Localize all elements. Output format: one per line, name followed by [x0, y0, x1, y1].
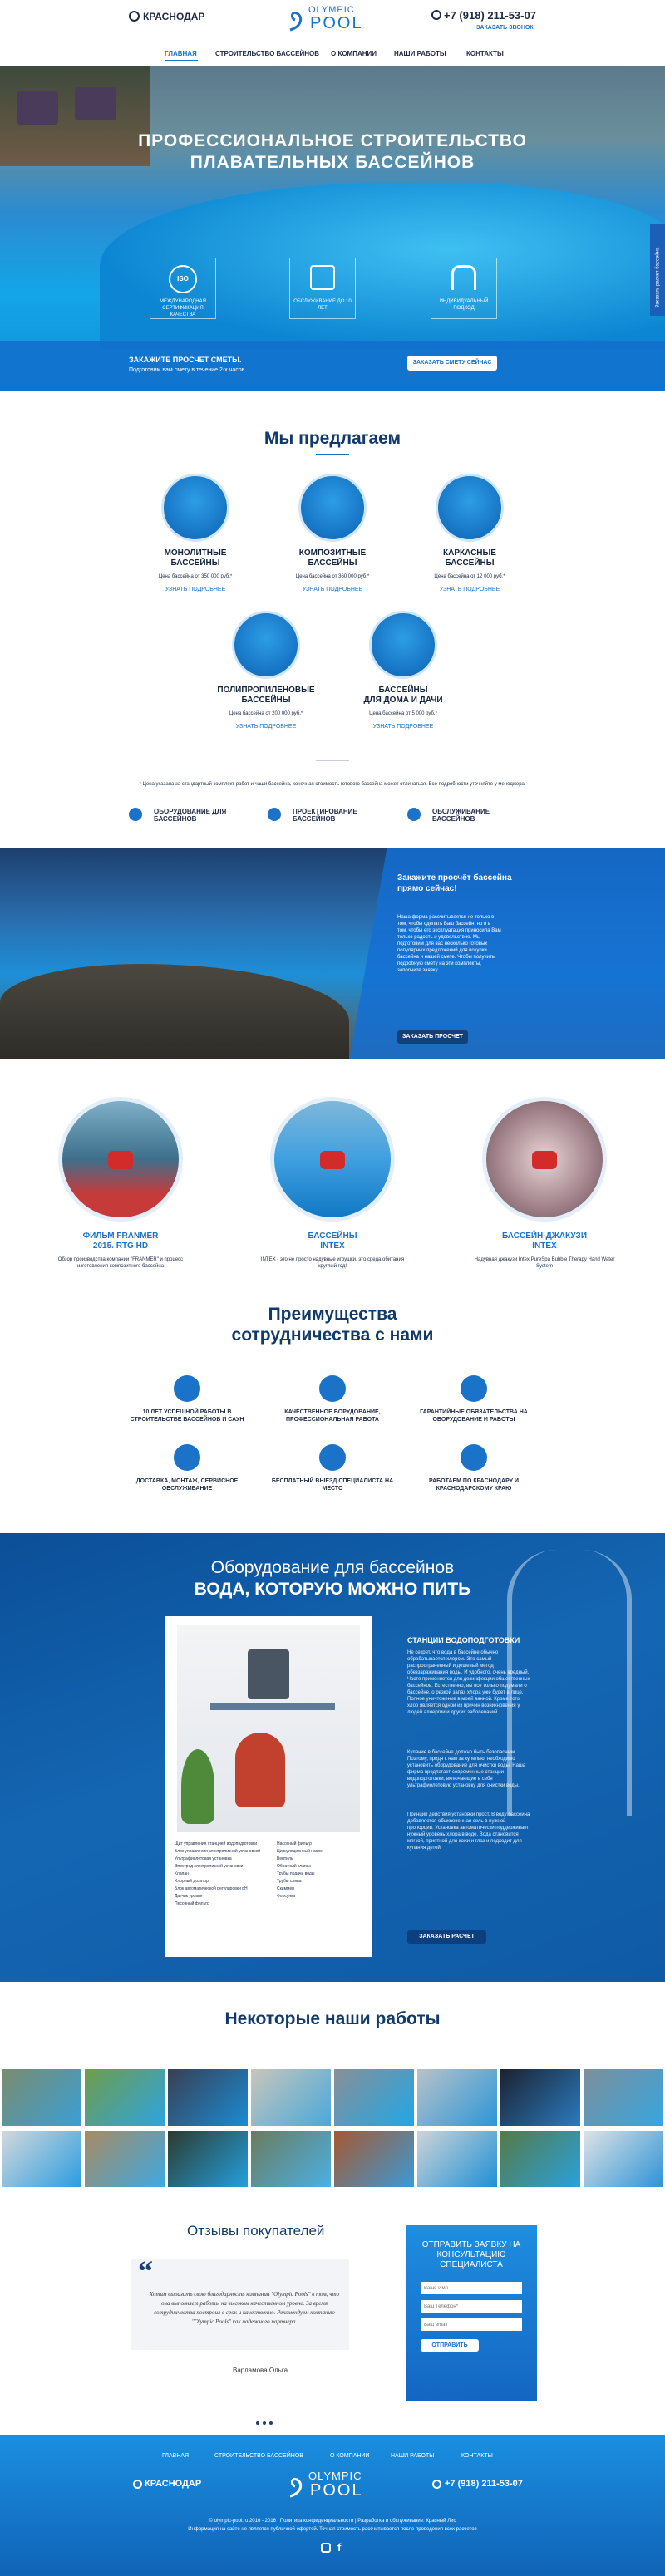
work-thumbnail[interactable]	[2, 2131, 81, 2187]
legend-item: Датчик уровня	[175, 1894, 203, 1899]
work-thumbnail[interactable]	[417, 2069, 497, 2126]
play-icon[interactable]	[320, 1151, 345, 1169]
advantage-item	[270, 1444, 395, 1492]
legend-item: Щит управления станцией водоподготовки	[175, 1841, 258, 1846]
name-input[interactable]	[421, 2282, 522, 2294]
form-submit-button[interactable]: ОТПРАВИТЬ ЗАЯВКУ	[421, 2339, 479, 2352]
review-quote: Хотим выразить свою благодарность компании "Olympic Pools" в том, что она выполняет работы на высоком качественном уровне. За время сотрудничества построил в срок и качественно. Рекомендуем компанию "Olympic Pools" как надежного партнера.	[149, 2291, 340, 2325]
iso-icon: ISO	[169, 265, 197, 293]
nav-construction[interactable]: СТРОИТЕЛЬСТВО БАССЕЙНОВ	[215, 50, 319, 57]
logo-bottom-text: POOL	[310, 14, 363, 32]
advantage-item	[411, 1375, 536, 1423]
site-header	[0, 0, 665, 66]
map-pin-icon	[461, 1444, 487, 1471]
video-title-2: 2015. RTG HD	[92, 1241, 149, 1251]
video-desc: Обзор производства компании "FRANMER" и процесс изготовления композитного бассейна	[57, 1257, 184, 1269]
control-box	[248, 1649, 289, 1699]
offer-more-link[interactable]: УЗНАТЬ ПОДРОБНЕЕ	[165, 587, 226, 592]
video-desc: Надувная джакузи Intex PureSpa Bubble Therapy Hand Water System	[474, 1257, 615, 1269]
check-label: ПРОЕКТИРОВАНИЕ БАССЕЙНОВ	[293, 808, 357, 823]
offer-title-1: МОНОЛИТНЫЕ	[164, 548, 227, 558]
nav-works[interactable]: НАШИ РАБОТЫ	[394, 50, 446, 57]
delivery-icon	[174, 1444, 200, 1471]
guarantee-icon	[461, 1375, 487, 1402]
form-title: ОТПРАВИТЬ ЗАЯВКУ НА КОНСУЛЬТАЦИЮ СПЕЦИАЛИСТА	[421, 2240, 521, 2269]
legend-item: Циркуляционный насос	[277, 1849, 323, 1854]
offer-title-2: БАССЕЙНЫ	[241, 696, 291, 705]
polypropylene-pool-icon[interactable]	[232, 611, 300, 679]
footer-location-icon	[133, 2480, 142, 2489]
legend-item: Трубы подачи воды	[277, 1871, 315, 1876]
offer-item	[353, 611, 453, 730]
work-thumbnail[interactable]	[168, 2131, 248, 2187]
works-heading: Некоторые наши работы	[224, 2009, 441, 2028]
slider-dot[interactable]	[269, 2421, 273, 2425]
video-desc: INTEX - это не просто надувные игрушки, это среда обитания круглый год!	[260, 1257, 405, 1269]
phone-input[interactable]	[421, 2300, 522, 2313]
work-thumbnail[interactable]	[251, 2131, 331, 2187]
legend-item: Ультрафиолетовая установка	[175, 1856, 232, 1861]
plant	[181, 1749, 214, 1824]
offer-title-2: ДЛЯ ДОМА И ДАЧИ	[363, 696, 443, 705]
equipment-p2: Купание в бассейне должно быть безопасным. Поэтому, придя к нам за купелью, необходимо установить оборудование для очистки воды. Наша фирма предлагает современные станции водоподготовки, включающие в себя ультрафиолетовую установку для очистки воды.	[407, 1750, 526, 1788]
footer-logo-bottom: POOL	[310, 2481, 363, 2500]
advantage-item	[270, 1375, 395, 1423]
video-title-1: ФИЛЬМ FRANMER	[82, 1231, 159, 1241]
home-pool-icon[interactable]	[369, 611, 437, 679]
equipment-section	[0, 1533, 665, 1982]
legend-item: Обратный клапан	[277, 1864, 312, 1869]
works-gallery	[0, 2069, 665, 2194]
hero-section	[0, 66, 665, 391]
email-input[interactable]	[421, 2318, 522, 2331]
nav-about[interactable]: О КОМПАНИИ	[331, 50, 377, 57]
work-thumbnail[interactable]	[168, 2069, 248, 2126]
video-title-1: БАССЕЙНЫ	[308, 1231, 357, 1241]
offers-divider	[316, 760, 349, 761]
header-phone[interactable]: +7 (918) 211-53-07	[444, 9, 536, 22]
nav-active-underline	[165, 60, 198, 61]
nav-contacts[interactable]: КОНТАКТЫ	[466, 50, 504, 57]
cta-subtitle: Подготовим вам смету в течение 2-х часов	[129, 367, 245, 373]
offer-title-2: БАССЕЙНЫ	[170, 558, 220, 568]
offer-more-link[interactable]: УЗНАТЬ ПОДРОБНЕЕ	[439, 587, 500, 592]
check-icon	[407, 808, 421, 821]
advantage-label: ГАРАНТИЙНЫЕ ОБЯЗАТЕЛЬСТВА НА ОБОРУДОВАНИЕ И РАБОТЫ	[420, 1409, 528, 1423]
work-thumbnail[interactable]	[2, 2069, 81, 2126]
legend-item: Скиммер	[277, 1886, 295, 1891]
hero-card-service	[289, 258, 356, 319]
footer-nav-about[interactable]: О КОМПАНИИ	[330, 2453, 370, 2459]
work-thumbnail[interactable]	[334, 2069, 414, 2126]
check-label: ОБСЛУЖИВАНИЕ БАССЕЙНОВ	[432, 808, 490, 823]
footer-nav-home[interactable]: ГЛАВНАЯ	[162, 2453, 190, 2459]
work-thumbnail[interactable]	[251, 2069, 331, 2126]
equipment-heading-2: ВОДА, КОТОРУЮ МОЖНО ПИТЬ	[194, 1580, 471, 1599]
footer-note: Информация на сайте не является публичной офертой. Точная стоимость рассчитывается после проведения всех расчетов	[188, 2527, 477, 2532]
hero-cta-strip	[0, 341, 665, 391]
side-tab-label: Заказать расчет бассейна	[655, 247, 661, 308]
hero-title-1: ПРОФЕССИОНАЛЬНОЕ СТРОИТЕЛЬСТВО	[138, 131, 527, 150]
hero-card-label: ОБСЛУЖИВАНИЕ ДО 10 ЛЕТ	[293, 299, 352, 311]
advantage-label: ДОСТАВКА, МОНТАЖ, СЕРВИСНОЕ ОБСЛУЖИВАНИЕ	[135, 1478, 239, 1492]
offer-item	[216, 611, 316, 730]
nav-home[interactable]: ГЛАВНАЯ	[165, 50, 197, 57]
hero-card-individual	[431, 258, 497, 319]
hero-card-label: ИНДИВИДУАЛЬНЫЙ ПОДХОД	[439, 299, 489, 311]
legend-item: Насосный фильтр	[277, 1841, 312, 1846]
logo[interactable]	[287, 3, 378, 37]
footer-city[interactable]: КРАСНОДАР	[145, 2479, 202, 2489]
hero-card-label: МЕЖДУНАРОДНАЯ СЕРТИФИКАЦИЯ КАЧЕСТВА	[160, 299, 206, 317]
advantage-item	[411, 1444, 536, 1492]
video-title-2: INTEX	[320, 1241, 345, 1251]
advantage-label: РАБОТАЕМ ПО КРАСНОДАРУ И КРАСНОДАРСКОМУ КРАЮ	[429, 1478, 519, 1492]
offers-note: * Цена указана за стандартный комплект работ и чаши бассейна, конечная стоимость готового бассейна может отличаться. Все подробности уточняйте у менеджера.	[139, 782, 526, 787]
phone-icon	[431, 10, 441, 20]
promo-title: Закажите просчёт бассейна прямо сейчас!	[397, 873, 512, 893]
work-thumbnail[interactable]	[85, 2131, 165, 2187]
advantage-label: БЕСПЛАТНЫЙ ВЫЕЗД СПЕЦИАЛИСТА НА МЕСТО	[271, 1478, 394, 1492]
work-thumbnail[interactable]	[417, 2131, 497, 2187]
chair-left	[17, 91, 58, 125]
footer-logo-top: OLYMPIC	[308, 2470, 362, 2482]
offer-item	[287, 474, 378, 592]
review-author: Варламова Ольга	[233, 2367, 288, 2374]
video-item	[46, 1097, 195, 1270]
header-city[interactable]: КРАСНОДАР	[143, 11, 205, 22]
offer-title-2: БАССЕЙНЫ	[308, 558, 357, 568]
frame-pool-icon[interactable]	[436, 474, 504, 542]
equipment-p3: Принцип действия установки прост. В воду бассейна добавляется обыкновенная соль в нужной пропорции. Установка автоматически поддерживает нужный уровень хлора в воде. Вода становится мягкой, приятной для кожи и глаз и подходит для купания детей.	[407, 1812, 530, 1851]
offer-title-1: КАРКАСНЫЕ	[443, 548, 496, 558]
reviews-heading: Отзывы покупателей	[187, 2223, 325, 2239]
work-thumbnail[interactable]	[584, 2131, 663, 2187]
check-icon	[129, 808, 142, 821]
pool-ladder-icon	[451, 265, 476, 290]
advantage-item	[125, 1444, 249, 1492]
quote-icon: “	[138, 2254, 153, 2288]
offer-title-1: ПОЛИПРОПИЛЕНОВЫЕ	[217, 686, 315, 695]
video-title-1: БАССЕЙН-ДЖАКУЗИ	[501, 1231, 588, 1241]
offer-title-1: КОМПОЗИТНЫЕ	[298, 548, 367, 558]
offer-price: Цена бассейна от 12 000 руб.*	[434, 574, 505, 579]
work-thumbnail[interactable]	[500, 2131, 580, 2187]
video-item	[470, 1097, 619, 1270]
offer-price: Цена бассейна от 5 000 руб.*	[369, 711, 437, 716]
offer-more-link[interactable]: УЗНАТЬ ПОДРОБНЕЕ	[372, 724, 434, 730]
offer-more-link[interactable]: УЗНАТЬ ПОДРОБНЕЕ	[302, 587, 363, 592]
legend-left	[175, 1841, 270, 1908]
legend-item: Клапан	[175, 1871, 189, 1876]
review-card	[131, 2254, 349, 2350]
logo-swirl-icon	[287, 2473, 307, 2500]
legend-item: Форсунка	[277, 1894, 296, 1899]
equipment-diagram-card	[165, 1616, 372, 1957]
check-label: ОБОРУДОВАНИЕ ДЛЯ БАССЕЙНОВ	[154, 808, 227, 823]
offer-price: Цена бассейна от 360 000 руб.*	[295, 574, 370, 579]
promo-section	[0, 848, 665, 1059]
play-icon[interactable]	[108, 1151, 133, 1169]
monolithic-pool-icon[interactable]	[161, 474, 229, 542]
offer-price: Цена бассейна от 200 000 руб.*	[229, 711, 303, 716]
footer-phone[interactable]: +7 (918) 211-53-07	[445, 2479, 523, 2489]
quality-icon	[319, 1375, 346, 1402]
instagram-icon[interactable]	[321, 2543, 331, 2553]
station-title: СТАНЦИИ ВОДОПОДГОТОВКИ	[407, 1636, 520, 1644]
chair-right	[75, 87, 116, 120]
footer-nav-works[interactable]: НАШИ РАБОТЫ	[391, 2453, 435, 2459]
legend-item: Электрод электролизной установки	[175, 1864, 244, 1869]
offer-title-2: БАССЕЙНЫ	[445, 558, 495, 568]
composite-pool-icon[interactable]	[298, 474, 367, 542]
callback-link[interactable]: ЗАКАЗАТЬ ЗВОНОК	[476, 25, 534, 31]
offers-heading-underline	[316, 454, 349, 455]
logo-top-text: OLYMPIC	[308, 5, 355, 15]
logo-swirl-icon	[287, 7, 307, 33]
offer-more-link[interactable]: УЗНАТЬ ПОДРОБНЕЕ	[235, 724, 297, 730]
offer-item	[150, 474, 241, 592]
location-icon	[129, 11, 140, 22]
legend-item: Песочный фильтр	[175, 1901, 209, 1906]
equipment-diagram-image	[177, 1625, 360, 1832]
advantages-heading-2: сотрудничества с нами	[231, 1325, 434, 1345]
pipe	[210, 1703, 335, 1710]
site-footer	[0, 2435, 665, 2576]
offers-heading: Мы предлагаем	[264, 429, 401, 448]
work-thumbnail[interactable]	[85, 2069, 165, 2126]
equipment-order-button[interactable]: ЗАКАЗАТЬ РАСЧЕТ	[407, 1930, 486, 1944]
work-thumbnail[interactable]	[500, 2069, 580, 2126]
equipment-p1: Не секрет, что вода в бассейне обычно обрабатывается хлором. Это самый распространенный и дешевый метод обеззараживания воды. И удобного, очень вредный. Часто применяется для дезинфекции общественных бассейнов. Естественно, вы все только подумали о бассейне, о резкой запах хлора уже будет в лице. Полное уничтожение в моей ванной. Кроме того, хлор является одной из причин возникновения у людей аллергии и других заболеваний.	[407, 1650, 530, 1715]
consult-form	[406, 2225, 537, 2401]
legend-item: Блок автоматической регулировки pH	[175, 1886, 248, 1891]
footer-phone-icon	[432, 2480, 441, 2489]
play-icon[interactable]	[532, 1151, 557, 1169]
footer-nav-construction[interactable]: СТРОИТЕЛЬСТВО БАССЕЙНОВ	[214, 2453, 303, 2459]
equipment-heading-1: Оборудование для бассейнов	[210, 1558, 455, 1577]
offer-item	[424, 474, 515, 592]
legend-item: Блок управления электролизной установкой	[175, 1849, 261, 1854]
slider-dot[interactable]	[256, 2421, 259, 2425]
hero-title-2: ПЛАВАТЕЛЬНЫХ БАССЕЙНОВ	[190, 153, 475, 172]
slider-dot[interactable]	[263, 2421, 266, 2425]
advantages-heading-1: Преимущества	[268, 1305, 397, 1324]
wrench-icon	[310, 265, 335, 290]
promo-rocks-image	[0, 964, 349, 1059]
video-item	[258, 1097, 407, 1270]
offer-title-1: БАССЕЙНЫ	[378, 686, 428, 695]
legend-right	[277, 1841, 368, 1900]
advantage-item	[125, 1375, 249, 1423]
footer-copyright: © olympic-pool.ru 2016 - 2016 | Политика конфиденциальности | Разработка и обслуживание: Красный Лис	[209, 2519, 456, 2524]
offer-price: Цена бассейна от 350 000 руб.*	[158, 574, 233, 579]
cta-title: ЗАКАЖИТЕ ПРОСЧЕТ СМЕТЫ.	[129, 356, 242, 364]
hero-card-iso	[150, 258, 216, 319]
filter-tank	[235, 1733, 285, 1807]
work-thumbnail[interactable]	[584, 2069, 663, 2126]
cta-button[interactable]: ЗАКАЗАТЬ СМЕТУ СЕЙЧАС	[407, 356, 497, 371]
advantage-label: 10 ЛЕТ УСПЕШНОЙ РАБОТЫ В СТРОИТЕЛЬСТВЕ БАССЕЙНОВ И САУН	[130, 1409, 244, 1423]
specialist-icon	[319, 1444, 346, 1471]
advantage-label: КАЧЕСТВЕННОЕ БОРУДОВАНИЕ, ПРОФЕССИОНАЛЬНАЯ РАБОТА	[284, 1409, 381, 1423]
video-title-2: INTEX	[532, 1241, 557, 1251]
review-dots	[256, 2414, 273, 2429]
work-thumbnail[interactable]	[334, 2131, 414, 2187]
facebook-icon[interactable]: f	[337, 2541, 342, 2554]
legend-item: Трубы слива	[277, 1879, 302, 1884]
promo-text: Наша форма рассчитывается не только в том, чтобы сделать Ваш бассейн, но и в том, чтобы его эксплуатация приносила Вам только радость и удовольствие. Мы подготовим для вас несколько готовых популярных предложений для покупки бассейна и нашей смете. Чтобы получить подробную смету на эти комплекты, заполните заявку.	[397, 915, 501, 973]
award-icon	[174, 1375, 200, 1402]
promo-order-button[interactable]: ЗАКАЗАТЬ ПРОСЧЕТ	[397, 1030, 468, 1044]
footer-nav-contacts[interactable]: КОНТАКТЫ	[461, 2453, 493, 2459]
footer-logo[interactable]	[287, 2470, 387, 2503]
check-icon	[268, 808, 281, 821]
legend-item: Хлорный дозатор	[175, 1879, 209, 1884]
legend-item: Вентиль	[277, 1856, 293, 1861]
